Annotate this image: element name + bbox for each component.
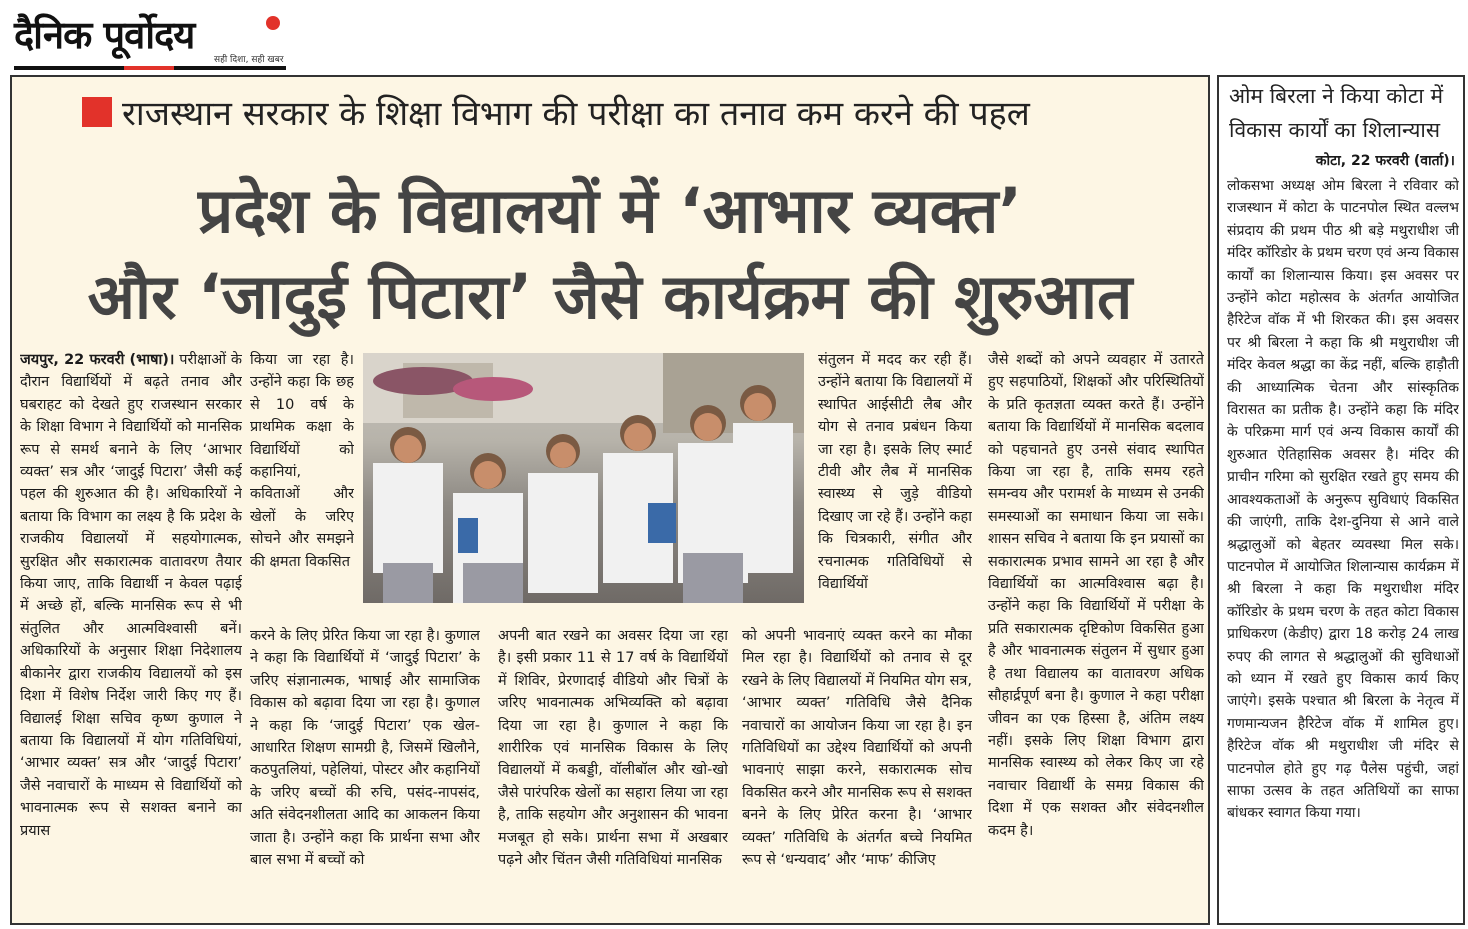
story-column-4-bottom [742,625,972,921]
story-column-2-bottom-text: करने के लिए प्रेरित किया जा रहा है। कुणाल ने कहा कि विद्यार्थियों में ‘जादुई पिटारा’ के जरिए संज्ञानात्मक, भाषाई और सामाजिक विकास को बढ़ावा दिया जा रहा है। कुणाल ने कहा कि ‘जादुई पिटारा’ एक खेल-आधारित शिक्षण सामग्री है, जिसमें खिलौने, कठपुतलियां, पहेलियां, पोस्टर और कहानियों के जरिए बच्चों की रुचि, पसंद-नापसंद, अति संवेदनशीलता आदि का आकलन किया जाता है। उन्होंने कहा कि प्रार्थना सभा और बाल सभा में बच्चों को [250,628,480,869]
masthead-rule-accent [124,66,174,70]
side-story-dateline: कोटा, 22 फरवरी (वार्ता)। [1315,153,1455,169]
story-column-1-text: परीक्षाओं के दौरान विद्यार्थियों में बढ़ते तनाव और घबराहट को देखते हुए राजस्थान सरकार के शिक्षा विभाग ने विद्यार्थियों को मानसिक रूप से समर्थ बनाने के लिए ‘आभार व्यक्त’ सत्र और ‘जादुई पिटारा’ जैसी कई पहल की शुरुआत की है। अधिकारियों ने बताया कि विभाग का लक्ष्य है कि प्रदेश के राजकीय विद्यालयों में सहयोगात्मक, सुरक्षित और सकारात्मक वातावरण तैयार किया जाए, ताकि विद्यार्थी न केवल पढ़ाई में अच्छे हों, बल्कि मानसिक रूप से भी संतुलित और आत्मविश्वासी बनें। अधिकारियों के अनुसार शिक्षा निदेशालय बीकानेर द्वारा राजकीय विद्यालयों को इस दिशा में विशेष निर्देश जारी किए गए हैं। विद्यालई शिक्षा सचिव कृष्ण कुणाल ने बताया कि विद्यालयों में योग गतिविधियां, ‘आभार व्यक्त’ सत्र और ‘जादुई पिटारा’ जैसे नवाचारों के माध्यम से विद्यार्थियों को भावनात्मक रूप से सशक्त बनाने का प्रयास [20,352,242,839]
story-kicker: राजस्थान सरकार के शिक्षा विभाग की परीक्षा का तनाव कम करने की पहल [122,94,1030,134]
kicker-square-icon [82,97,112,127]
story-column-1 [20,349,242,921]
story-column-4-top-text: संतुलन में मदद कर रही हैं। उन्होंने बताया कि विद्यालयों में स्थापित आईसीटी लैब और योग से तनाव प्रबंधन किया जा रहा है। इसके लिए स्मार्ट टीवी और लैब में मानसिक स्वास्थ्य से जुड़े वीडियो दिखाए जा रहे हैं। उन्होंने कहा कि चित्रकारी, संगीत और रचनात्मक गतिविधियों से विद्यार्थियों [818,352,972,593]
story-dateline: जयपुर, 22 फरवरी (भाषा)। [20,352,175,368]
story-column-5 [988,349,1204,921]
story-column-2-top-text: किया जा रहा है। उन्होंने कहा कि छह से 10 वर्ष के प्राथमिक कक्षा के विद्यार्थियों को कहानियां, कविताओं और खेलों के जरिए सोचने और समझने की क्षमता विकसित [250,352,354,570]
masthead [14,6,286,70]
story-column-4-top [818,349,972,619]
headline-line-1: प्रदेश के विद्यालयों में ‘आभार व्यक्त’ [198,174,1022,247]
main-story [10,75,1210,925]
story-column-2-top [250,349,354,619]
tagline: सही दिशा, सही खबर [214,55,284,65]
story-column-3-text: अपनी बात रखने का अवसर दिया जा रहा है। इसी प्रकार 11 से 17 वर्ष के विद्यार्थियों में शिविर, प्रेरणादाई वीडियो और चित्रों के जरिए भावनात्मक अभिव्यक्ति को बढ़ावा दिया जा रहा है। कुणाल ने कहा कि शारीरिक एवं मानसिक विकास के लिए विद्यालयों में कबड्डी, वॉलीबॉल और खो-खो जैसे पारंपरिक खेलों का सहारा लिया जा रहा है, ताकि सहयोग और अनुशासन की भावना मजबूत हो सके। प्रार्थना सभा में अखबार पढ़ने और चिंतन जैसी गतिविधियां मानसिक [498,628,728,869]
side-story [1217,75,1465,925]
side-story-body [1227,175,1459,920]
students-photo [363,353,804,603]
story-column-3 [498,625,728,921]
story-column-5-text: जैसे शब्दों को अपने व्यवहार में उतारते हुए सहपाठियों, शिक्षकों और परिस्थितियों के प्रति कृतज्ञता व्यक्त करते हैं। उन्होंने बताया कि विद्यार्थियों में मानसिक बदलाव को पहचानते हुए उनसे संवाद स्थापित किया जा रहा है, ताकि समय रहते समन्वय और परामर्श के माध्यम से उनकी समस्याओं का समाधान किया जा सके। शासन सचिव ने बताया कि इन प्रयासों का सकारात्मक प्रभाव सामने आ रहा है और विद्यार्थियों का आत्मविश्वास बढ़ा है। उन्होंने कहा कि विद्यार्थियों में परीक्षा के प्रति सकारात्मक दृष्टिकोण विकसित हुआ है और भावनात्मक संतुलन में सुधार हुआ है तथा विद्यालय का वातावरण अधिक सौहार्द्रपूर्ण बना है। कुणाल ने कहा परीक्षा जीवन का एक हिस्सा है, अंतिम लक्ष्य नहीं। इसके लिए शिक्षा विभाग द्वारा मानसिक स्वास्थ्य को लेकर किए जा रहे नवाचार विद्यार्थी के समग्र विकास की दिशा में एक सशक्त और संवेदनशील कदम है। [988,352,1204,839]
headline-line-2: और ‘जादुई पिटारा’ जैसे कार्यक्रम की शुरुआत [87,260,1133,333]
newspaper-logo: दैनिक पूर्वोदय [14,13,195,57]
side-story-title: ओम बिरला ने किया कोटा में विकास कार्यों का शिलान्यास [1229,84,1444,142]
side-story-body-text: लोकसभा अध्यक्ष ओम बिरला ने रविवार को राजस्थान में कोटा के पाटनपोल स्थित वल्लभ संप्रदाय की प्रथम पीठ श्री बड़े मथुराधीश जी मंदिर कॉरिडोर के प्रथम चरण एवं अन्य विकास कार्यों का शिलान्यास किया। इस अवसर पर उन्होंने कोटा महोत्सव के अंतर्गत आयोजित हैरिटेज वॉक में भी शिरकत की। इस अवसर पर श्री बिरला ने कहा कि श्री मथुराधीश जी मंदिर केवल श्रद्धा का केंद्र नहीं, बल्कि हाड़ौती की आध्यात्मिक चेतना और सांस्कृतिक विरासत का प्रतीक है। उन्होंने कहा कि मंदिर के परिक्रमा मार्ग एवं अन्य विकास कार्यों की शुरुआत ऐतिहासिक अवसर है। मंदिर की प्राचीन गरिमा को सुरक्षित रखते हुए समय की आवश्यकताओं के अनुरूप सुविधाएं विकसित की जाएंगी, ताकि देश-दुनिया से आने वाले श्रद्धालुओं को बेहतर व्यवस्था मिल सके। पाटनपोल में आयोजित शिलान्यास कार्यक्रम में श्री बिरला ने कहा कि मथुराधीश मंदिर कॉरिडोर के प्रथम चरण के तहत कोटा विकास प्राधिकरण (केडीए) द्वारा 18 करोड़ 24 लाख रुपए की लागत से श्रद्धालुओं की सुविधाओं को ध्यान में रखते हुए विकास कार्य किए जाएंगे। इसके पश्चात श्री बिरला के नेतृत्व में गणमान्यजन हैरिटेज वॉक में शामिल हुए। हैरिटेज वॉक श्री मथुराधीश जी मंदिर से पाटनपोल होते हुए गढ़ पैलेस पहुंची, जहां साफा उत्सव के तहत अतिथियों का साफा बांधकर स्वागत किया गया। [1227,178,1459,822]
story-column-4-bottom-text: को अपनी भावनाएं व्यक्त करने का मौका मिल रहा है। विद्यार्थियों को तनाव से दूर रखने के लिए विद्यालयों में नियमित योग सत्र, ‘आभार व्यक्त’ गतिविधि जैसे दैनिक नवाचारों का आयोजन किया जा रहा है। इन गतिविधियों का उद्देश्य विद्यार्थियों को अपनी भावनाएं साझा करने, सकारात्मक सोच विकसित करने और मानसिक रूप से सशक्त बनने के लिए प्रेरित करना है। ‘आभार व्यक्त’ गतिविधि के अंतर्गत बच्चे नियमित रूप से ‘धन्यवाद’ और ‘माफ’ कीजिए [742,628,972,869]
logo-dot-icon [266,16,280,30]
story-column-2-bottom [250,625,480,921]
